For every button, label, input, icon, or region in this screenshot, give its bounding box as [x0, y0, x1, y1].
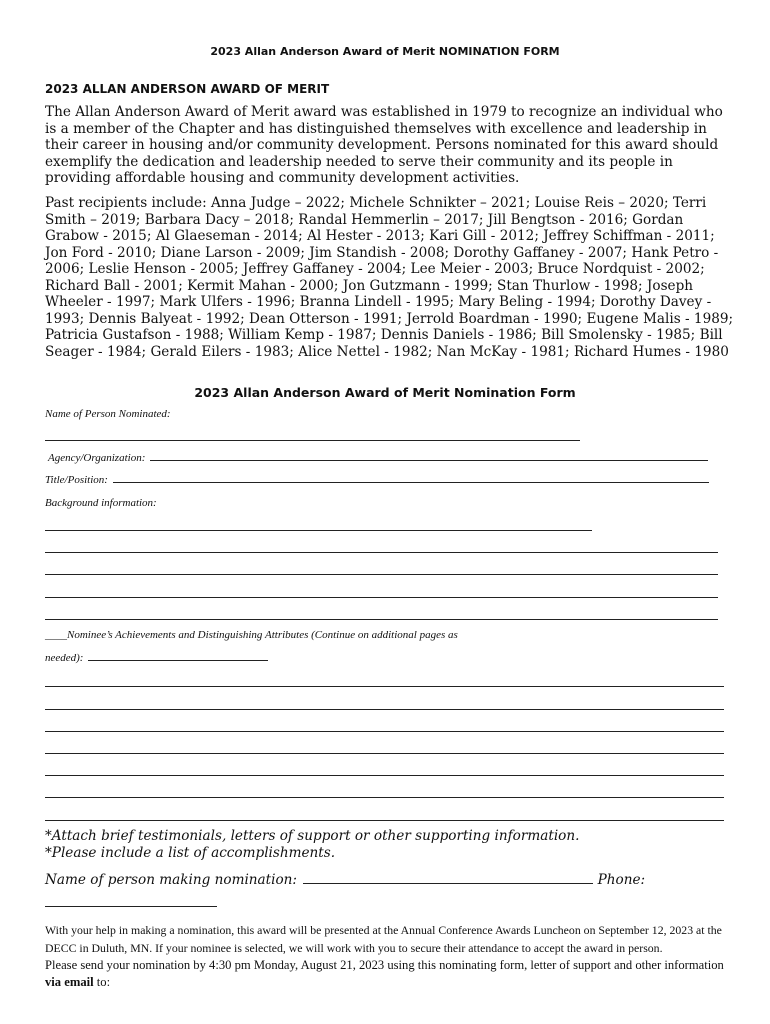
achievements-line-1[interactable]: [45, 686, 724, 687]
background-line-1[interactable]: [45, 530, 592, 531]
achievements-label: Nominee’s Achievements and Distinguishing Attributes (Continue on additional pages as: [67, 629, 458, 641]
background-line-3[interactable]: [45, 574, 718, 575]
phone-label: Phone:: [597, 872, 646, 888]
achievements-line-4[interactable]: [45, 753, 724, 754]
achievements-label-line-1: [45, 629, 458, 641]
form-title: 2023 Allan Anderson Award of Merit Nomination Form: [194, 385, 576, 400]
agency-label: Agency/Organization:: [48, 452, 146, 464]
achievements-prefix: ____: [45, 629, 67, 641]
section-heading: 2023 ALLAN ANDERSON AWARD OF MERIT: [45, 82, 330, 96]
agency-row: [48, 452, 708, 464]
testimonials-note: *Attach brief testimonials, letters of support or other supporting information.: [45, 828, 580, 844]
phone-field[interactable]: [45, 906, 217, 907]
background-line-2[interactable]: [45, 552, 718, 553]
send-text: Please send your nomination by 4:30 pm Monday, August 21, 2023 using this nominating form, letter of support and other information: [45, 958, 724, 972]
send-via-email: via email: [45, 974, 94, 989]
title-row: [45, 474, 709, 486]
achievements-needed-label: needed):: [45, 652, 84, 664]
nominator-label: Name of person making nomination:: [45, 872, 297, 888]
send-to: to:: [96, 974, 111, 989]
achievements-line-3[interactable]: [45, 731, 724, 732]
nominee-name-label: Name of Person Nominated:: [45, 408, 171, 420]
past-recipients-paragraph: Past recipients include: Anna Judge – 2022; Michele Schnikter – 2021; Louise Reis – 2020; Terri Smith – 2019; Barbara Dacy – 2018; Randal Hemmerlin – 2017; Jill Bengtson - 2016; Gordan Grabow - 2015; Al Glaeseman - 2014; Al Hester - 2013; Kari Gill - 2012; Jeffrey Schiffman - 2011; Jon Ford - 2010; Diane Larson - 2009; Jim Standish - 2008; Dorothy Gaffaney - 2007; Hank Petro - 2006; Leslie Henson - 2005; Jeffrey Gaffaney - 2004; Lee Meier - 2003; Bruce Nordquist - 2002; Richard Ball - 2001; Kermit Mahan - 2000; Jon Gutzmann - 1999; Stan Thurlow - 1998; Joseph Wheeler - 1997; Mark Ulfers - 1996; Branna Lindell - 1995; Mary Beling - 1994; Dorothy Davey - 1993; Dennis Balyeat - 1992; Dean Otterson - 1991; Jerrold Boardman - 1990; Eugene Malis - 1989; Patricia Gustafson - 1988; William Kemp - 1987; Dennis Daniels - 1986; Bill Smolensky - 1985; Bill Seager - 1984; Gerald Eilers - 1983; Alice Nettel - 1982; Nan McKay - 1981; Richard Humes - 1980: [45, 195, 734, 360]
background-line-5[interactable]: [45, 619, 718, 620]
achievements-line-6[interactable]: [45, 797, 724, 798]
send-instructions: [45, 957, 735, 990]
nominator-name-field[interactable]: [303, 883, 593, 884]
accomplishments-note: *Please include a list of accomplishments.: [45, 845, 336, 861]
achievements-line-5[interactable]: [45, 775, 724, 776]
document-header-title: 2023 Allan Anderson Award of Merit NOMINATION FORM: [210, 45, 560, 58]
achievements-label-line-2: [45, 652, 268, 664]
title-position-label: Title/Position:: [45, 474, 108, 486]
achievements-inline-field[interactable]: [88, 660, 268, 661]
award-description: The Allan Anderson Award of Merit award was established in 1979 to recognize an individual who is a member of the Chapter and has distinguished themselves with excellence and leadership in their career in housing and/or community development. Persons nominated for this award should exemplify the dedication and leadership needed to serve their community and its people in providing affordable housing and community development activities.: [45, 104, 723, 187]
achievements-line-2[interactable]: [45, 709, 724, 710]
title-position-field[interactable]: [113, 482, 709, 483]
attachment-notes: [45, 828, 579, 862]
agency-field[interactable]: [150, 460, 708, 461]
nominee-name-field[interactable]: [45, 440, 580, 441]
background-label: Background information:: [45, 497, 157, 509]
nominator-row: [45, 872, 645, 888]
background-line-4[interactable]: [45, 597, 718, 598]
closing-paragraph: With your help in making a nomination, this award will be presented at the Annual Conference Awards Luncheon on September 12, 2023 at the DECC in Duluth, MN. If your nominee is selected, we will work with you to secure their attendance to accept the award in person.: [45, 923, 722, 955]
achievements-line-7[interactable]: [45, 820, 724, 821]
